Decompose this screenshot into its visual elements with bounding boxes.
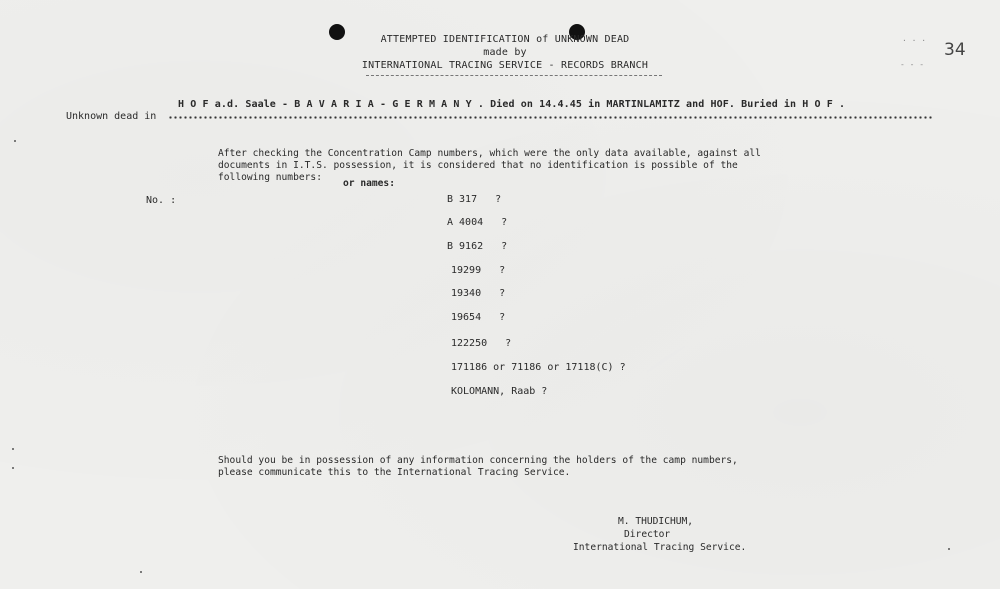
number-entry: B 317 ?	[447, 194, 502, 205]
header-line-3: INTERNATIONAL TRACING SERVICE - RECORDS BRANCH	[361, 60, 649, 71]
number-entry: KOLOMANN, Raab ?	[451, 386, 548, 397]
no-label: No. :	[146, 195, 177, 206]
number-entry: A 4004 ?	[447, 217, 508, 228]
margin-speck	[14, 140, 16, 142]
page-number: 34	[944, 40, 966, 60]
signature-name: M. THUDICHUM,	[618, 516, 694, 527]
header-line-1: ATTEMPTED IDENTIFICATION of UNKNOWN DEAD	[380, 34, 630, 45]
margin-mark: . . .	[902, 34, 927, 43]
unknown-dead-location: H O F a.d. Saale - B A V A R I A - G E R M A N Y . Died on 14.4.45 in MARTINLAMITZ and HOF. Buried in H O F .	[178, 99, 846, 110]
header-line-2: made by	[483, 47, 527, 58]
unknown-dead-label: Unknown dead in	[66, 111, 157, 122]
number-entry: 19299 ?	[451, 265, 506, 276]
closing-line-2: please communicate this to the International Tracing Service.	[218, 467, 571, 478]
signature-title: Director	[624, 529, 671, 540]
number-entry: 19340 ?	[451, 288, 506, 299]
header-rule	[366, 75, 662, 76]
intro-line-2: documents in I.T.S. possession, it is considered that no identification is possible of the	[218, 160, 738, 171]
intro-line-1: After checking the Concentration Camp numbers, which were the only data available, against all	[218, 148, 761, 159]
number-entry: 171186 or 71186 or 17118(C) ?	[451, 362, 626, 373]
signature-org: International Tracing Service.	[573, 542, 747, 553]
number-entry: 122250 ?	[451, 338, 512, 349]
number-entry: B 9162 ?	[447, 241, 508, 252]
dotted-line	[168, 116, 934, 119]
closing-line-1: Should you be in possession of any information concerning the holders of the camp numbers,	[218, 455, 738, 466]
number-entry: 19654 ?	[451, 312, 506, 323]
margin-speck	[140, 571, 142, 573]
margin-speck	[12, 467, 14, 469]
punch-hole-left	[329, 24, 345, 40]
intro-line-3: following numbers:	[218, 172, 322, 183]
margin-speck	[12, 448, 14, 450]
intro-or-names: or names:	[343, 178, 395, 189]
margin-speck	[948, 548, 950, 550]
margin-mark: - - -	[900, 60, 925, 69]
